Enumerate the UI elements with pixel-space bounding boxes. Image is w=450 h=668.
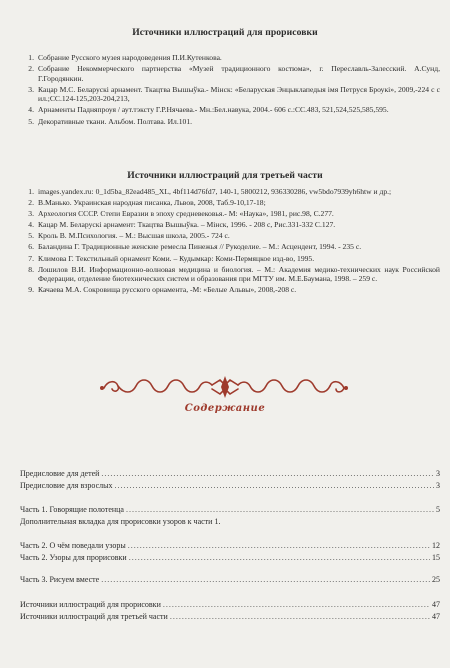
reference-number: 1.: [28, 187, 34, 196]
reference-text: Баландина Г. Традиционные женские ремесла Пинежья // Рукоделие. – М.: Асцендент, 1994. - 235 с.: [38, 242, 362, 252]
toc-label: Часть 1. Говорящие полотенца: [20, 505, 124, 514]
toc-row: [20, 517, 440, 526]
reference-text: Собрание Русского музея народоведения П.И.Кутенкова.: [38, 53, 222, 62]
toc-page: 15: [432, 553, 440, 562]
reference-number: 3.: [28, 84, 34, 94]
reference-number: 9.: [28, 285, 34, 295]
toc-row: [20, 481, 440, 490]
reference-text: Климова Г. Текстильный орнамент Коми. – Кудымкар: Коми-Пермяцкое изд-во, 1995.: [38, 253, 315, 263]
toc-page: 3: [436, 481, 440, 490]
reference-number: 1.: [28, 53, 34, 62]
reference-text: Археология СССР. Степи Евразии в эпоху средневековья.- М: «Наука», 1981, рис.98, С.277.: [38, 209, 334, 219]
toc-label: Источники иллюстраций для прорисовки: [20, 600, 161, 609]
reference-item: [20, 220, 440, 230]
reference-number: 6.: [28, 242, 34, 252]
toc-row: [20, 553, 440, 562]
reference-text: Собрание Некоммерческого партнерства «Музей традиционного костюма», г. Переславль-Залесский. А.Сунд, Г.Городянкин.: [38, 64, 440, 83]
toc-label: Часть 2. Узоры для прорисовки: [20, 553, 127, 562]
reference-text: Кацар М. Беларускі арнамент: Ткацтва Вышыўка. – Мінск, 1996. - 208 с, Рис.331-332 С.127.: [38, 220, 336, 230]
reference-number: 7.: [28, 253, 34, 263]
reference-number: 2.: [28, 198, 34, 208]
section1-list: [20, 53, 440, 128]
section2-title: Источники иллюстраций для третьей части: [127, 170, 323, 181]
reference-item: [20, 254, 440, 264]
toc-row: [20, 541, 440, 550]
reference-number: 5.: [28, 116, 34, 126]
toc-label: Предисловие для взрослых: [20, 481, 113, 490]
reference-item: [20, 198, 440, 208]
toc-row: [20, 600, 440, 609]
reference-number: 5.: [28, 231, 34, 241]
toc-row: [20, 575, 440, 584]
reference-number: 2.: [28, 64, 34, 74]
toc-page: 47: [432, 600, 440, 609]
reference-text: Декоративные ткани. Альбом. Полтава. Ил.101.: [38, 116, 193, 126]
reference-item: [20, 285, 440, 295]
toc-leader: [101, 575, 430, 584]
toc-leader: [101, 469, 434, 478]
reference-number: 8.: [28, 264, 34, 274]
toc-title: Содержание: [184, 403, 266, 414]
toc-row: [20, 505, 440, 514]
reference-number: 4.: [28, 220, 34, 230]
toc-page: 3: [436, 469, 440, 478]
toc-leader: [128, 541, 430, 550]
toc-label: Часть 2. О чём поведали узоры: [20, 541, 126, 550]
reference-text: В.Манько. Украинская народная писанка, Львов, 2008, Таб.9-10,17-18;: [38, 198, 266, 208]
reference-text: Кацар М.С. Беларускі арнамент. Ткацтва Вышыўка.- Мінск: «Беларуская Энцыклапедыя імя Петруся Броукі», 2009,-224 с с ил.;СС.124-125,203-204,213,: [38, 84, 440, 104]
toc-leader: [126, 505, 434, 514]
reference-item: [20, 231, 440, 241]
toc-page: 12: [432, 541, 440, 550]
toc-label: Часть 3. Рисуем вместе: [20, 575, 100, 584]
reference-item: [20, 117, 440, 127]
reference-item: [20, 242, 440, 252]
decorative-ornament: [0, 372, 450, 402]
section1-title: Источники иллюстраций для прорисовки: [132, 27, 318, 38]
toc-page: 25: [432, 575, 440, 584]
reference-item: [20, 209, 440, 219]
reference-number: 4.: [28, 105, 34, 115]
reference-number: 3.: [28, 209, 34, 219]
reference-text: images.yandex.ru: 0_1d5ba_82ead485_XL, 4bf114d76fd7, 140-1, 5800212, 936330286, vw5bdo7939yh6htw и др.;: [38, 187, 392, 196]
toc-label: Дополнительная вкладка для прорисовки узоров к части 1.: [20, 517, 221, 526]
toc-leader: [129, 553, 430, 562]
toc-leader: [170, 612, 430, 621]
reference-item: [20, 187, 440, 197]
reference-text: Кроль В. М.Психология. – М.: Высшая школа, 2005.- 724 с.: [38, 231, 230, 241]
reference-text: Лошилов В.И. Информационно-волновая медицина и биология. – М.: Академия медико-технических наук Российской Федерации, отделение биотехнических систем и образования при МГТУ им. М.Е.Баумана, 1998. – 259 с.: [38, 264, 440, 284]
reference-item: [20, 265, 440, 284]
reference-item: [20, 105, 440, 115]
reference-text: Арнаменты Падняпроуя / аут.тэксту Г.Р.Нячаева.- Мн.:Бел.навука, 2004.- 606 с.:СС.483, 521,524,525,585,595.: [38, 105, 389, 115]
reference-item: [20, 64, 440, 83]
toc-label: Предисловие для детей: [20, 469, 100, 478]
section2-list: [20, 187, 440, 296]
reference-text: Качаева М.А. Сокровища русского орнамента, -М: «Белые Альвы», 2008,-208 с.: [38, 285, 297, 295]
toc-row: [20, 612, 440, 621]
toc-label: Источники иллюстраций для третьей части: [20, 612, 168, 621]
reference-item: [20, 85, 440, 104]
toc-page: 47: [432, 612, 440, 621]
toc-page: 5: [436, 505, 440, 514]
toc-leader: [115, 481, 434, 490]
reference-item: [20, 53, 440, 63]
toc-leader: [163, 600, 430, 609]
toc-row: [20, 469, 440, 478]
